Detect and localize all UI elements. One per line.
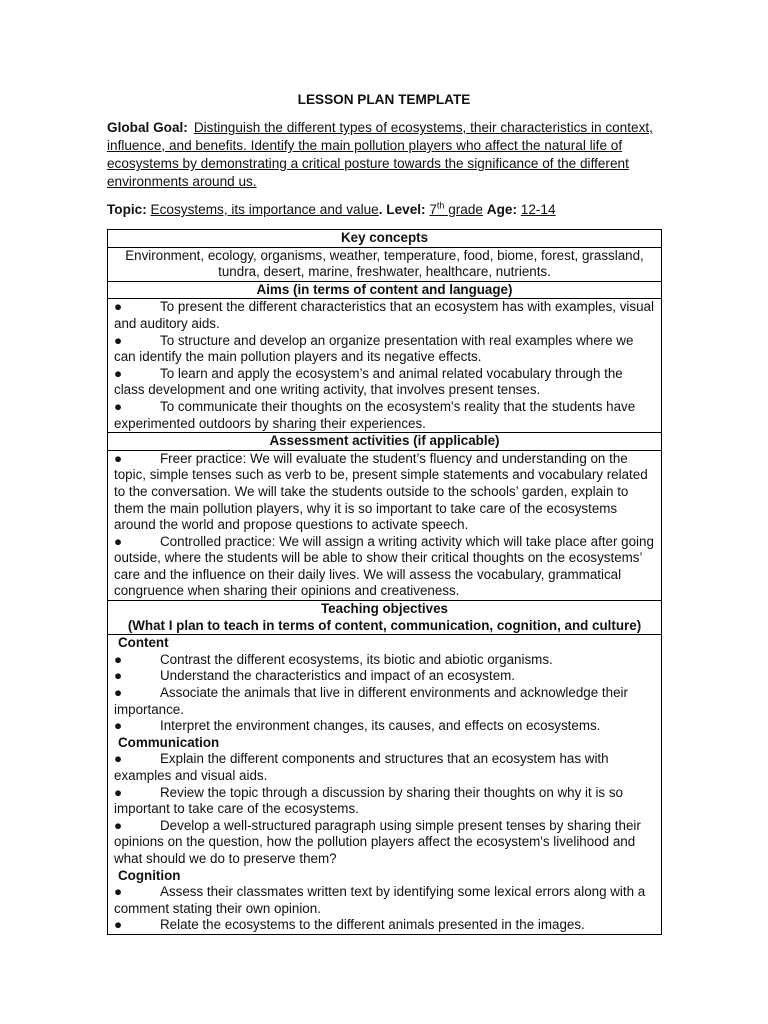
level-number: 7	[429, 202, 437, 217]
teaching-subheading: (What I plan to teach in terms of content, communication, cognition, and culture)	[127, 617, 642, 633]
aims-list	[108, 299, 662, 433]
list-item: ● Assess their classmates written text by identifying some lexical errors along with a comment stating their own opinion.	[114, 884, 646, 916]
key-concepts-heading: Key concepts	[108, 230, 662, 248]
assessment-heading: Assessment activities (if applicable)	[108, 433, 662, 451]
bullet-icon: ●	[114, 533, 123, 549]
bullet-icon: ●	[114, 651, 123, 667]
global-goal	[107, 119, 667, 191]
lesson-plan-table	[107, 229, 662, 935]
bullet-icon: ●	[114, 784, 123, 800]
level-suffix: th	[436, 200, 445, 211]
list-item: ● Associate the animals that live in different environments and acknowledge their importance.	[114, 685, 628, 717]
teaching-objectives-heading	[108, 601, 662, 635]
topic-value: Ecosystems, its importance and value	[150, 202, 379, 217]
assessment-list	[108, 450, 662, 600]
bullet-icon: ●	[114, 751, 123, 767]
list-item: ● To learn and apply the ecosystem’s and animal related vocabulary through the class development and one writing activity, that involves present tenses.	[114, 365, 623, 398]
list-item: ● To structure and develop an organize presentation with real examples where we can identify the main pollution players and its negative effects.	[114, 332, 634, 365]
level-label: . Level:	[378, 202, 426, 217]
list-item: ● Interpret the environment changes, its causes, and effects on ecosystems.	[114, 718, 601, 734]
list-item: ● To communicate their thoughts on the ecosystem's reality that the students have experimented outdoors by sharing their experiences.	[114, 398, 636, 431]
cognition-label: Cognition	[118, 867, 181, 883]
list-item: ● To present the different characteristics that an ecosystem has with examples, visual and auditory aids.	[114, 299, 654, 331]
global-goal-label: Global Goal:	[107, 120, 188, 135]
key-concepts-text: Environment, ecology, organisms, weather, temperature, food, biome, forest, grassland, tundra, desert, marine, freshwater, healthcare, nutrients.	[108, 247, 662, 281]
bullet-icon: ●	[114, 299, 123, 315]
bullet-icon: ●	[114, 685, 123, 701]
topic-label: Topic:	[107, 202, 147, 217]
list-item: ● Explain the different components and structures that an ecosystem has with examples and visual aids.	[114, 751, 609, 783]
teaching-heading: Teaching objectives	[320, 601, 448, 617]
age-value: 12-14	[520, 202, 556, 217]
communication-label: Communication	[118, 734, 220, 750]
bullet-icon: ●	[114, 668, 123, 684]
bullet-icon: ●	[114, 450, 123, 466]
bullet-icon: ●	[114, 365, 123, 381]
list-item: ● Relate the ecosystems to the different animals presented in the images.	[114, 917, 585, 933]
bullet-icon: ●	[114, 917, 123, 933]
level-word: grade	[444, 202, 483, 217]
teaching-objectives-body	[108, 635, 662, 935]
topic-line	[107, 201, 687, 219]
aims-heading: Aims (in terms of content and language)	[108, 281, 662, 299]
list-item: ● Contrast the different ecosystems, its biotic and abiotic organisms.	[114, 651, 553, 667]
global-goal-text: Distinguish the different types of ecosystems, their characteristics in context, influence, and benefits. Identify the main pollution players who affect the natural life of ecosystems by demonstrating a critical posture towards the significance of the different environments around us.	[107, 120, 653, 189]
bullet-icon: ●	[114, 884, 123, 900]
list-item: ● Understand the characteristics and impact of an ecosystem.	[114, 668, 516, 684]
bullet-icon: ●	[114, 332, 123, 348]
level-value	[429, 202, 483, 217]
list-item: ● Controlled practice: We will assign a writing activity which will take place after going outside, where the students will be able to show their critical thoughts on the ecosystems’ care and the influence on their daily lives. We will assess the vocabulary, grammatical congruence when sharing their opinions and creativeness.	[114, 533, 654, 599]
bullet-icon: ●	[114, 398, 123, 414]
list-item: ● Review the topic through a discussion by sharing their thoughts on why it is so important to take care of the ecosystems.	[114, 784, 623, 817]
bullet-icon: ●	[114, 718, 123, 734]
list-item: ● Develop a well-structured paragraph using simple present tenses by sharing their opinions on the question, how the pollution players affect the ecosystem's livelihood and what should we do to preserve them?	[114, 817, 641, 866]
bullet-icon: ●	[114, 817, 123, 833]
age-label: Age:	[486, 202, 517, 217]
content-label: Content	[118, 635, 169, 651]
page-title: LESSON PLAN TEMPLATE	[297, 92, 471, 107]
list-item: ● Freer practice: We will evaluate the student’s fluency and understanding on the topic, simple tenses such as verb to be, present simple statements and vocabulary related to the conversation. We will take the students outside to the schools’ garden, explain to them the main pollution players, why it is so important to take care of the ecosystems around the world and propose questions to activate speech.	[114, 450, 648, 533]
